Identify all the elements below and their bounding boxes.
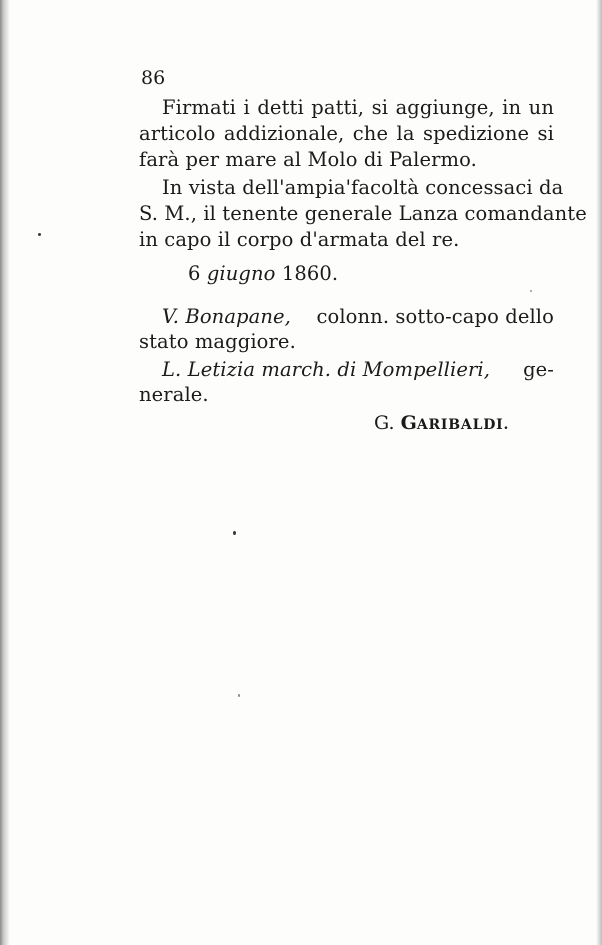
scan-speck	[238, 694, 240, 697]
signatory-1-title-line-2: stato maggiore.	[139, 330, 296, 353]
scan-speck	[530, 290, 532, 292]
scan-speck	[233, 531, 236, 535]
paragraph-2-line-1	[162, 176, 564, 200]
signatory-2-line-1	[162, 358, 554, 382]
signatory-1-line-1	[162, 305, 554, 329]
signatory-1-name: Bonapane,	[185, 305, 291, 328]
signatory-2-initial: L.	[162, 358, 182, 381]
signatory-1-initial: V.	[162, 305, 180, 328]
signature-first-letter: G	[400, 412, 417, 434]
paragraph-2-line-2-text: S. M., il tenente generale Lanza comandante	[139, 202, 587, 225]
date-year: 1860.	[281, 262, 339, 285]
signatory-2-title-line-2: nerale.	[139, 383, 209, 406]
date-month: giugno	[206, 262, 276, 285]
date-day: 6	[188, 262, 201, 285]
signatory-2-name: Letizia march. di Mompellieri,	[187, 358, 491, 381]
paragraph-2-line-2	[139, 202, 587, 226]
paragraph-1-line-2	[139, 122, 554, 146]
garibaldi-signature	[374, 411, 509, 437]
paragraph-2-line-1-text: In vista dell'ampia'facoltà concessaci da	[162, 176, 564, 199]
date-line	[188, 262, 338, 286]
binding-shadow	[0, 0, 10, 945]
scan-speck	[38, 233, 41, 236]
signature-rest: ARIBALDI.	[416, 417, 510, 433]
paragraph-1-line-1-text: Firmati i detti patti, si aggiunge, in un	[162, 96, 554, 119]
paragraph-1-line-2-text: articolo addizionale, che la spedizione si	[139, 122, 554, 145]
signature-initial: G.	[374, 412, 395, 434]
paragraph-1-line-3: farà per mare al Molo di Palermo.	[139, 148, 477, 171]
signatory-1-title: colonn. sotto-capo dello	[316, 305, 554, 328]
page-number: 86	[141, 67, 166, 89]
signatory-2-namegroup	[162, 358, 490, 382]
paragraph-2-line-3: in capo il corpo d'armata del re.	[139, 228, 460, 251]
signatory-1-namegroup	[162, 305, 291, 329]
paragraph-1-line-1	[162, 96, 554, 120]
page-edge-shadow	[596, 0, 602, 945]
signatory-2-title: ge-	[523, 358, 554, 381]
